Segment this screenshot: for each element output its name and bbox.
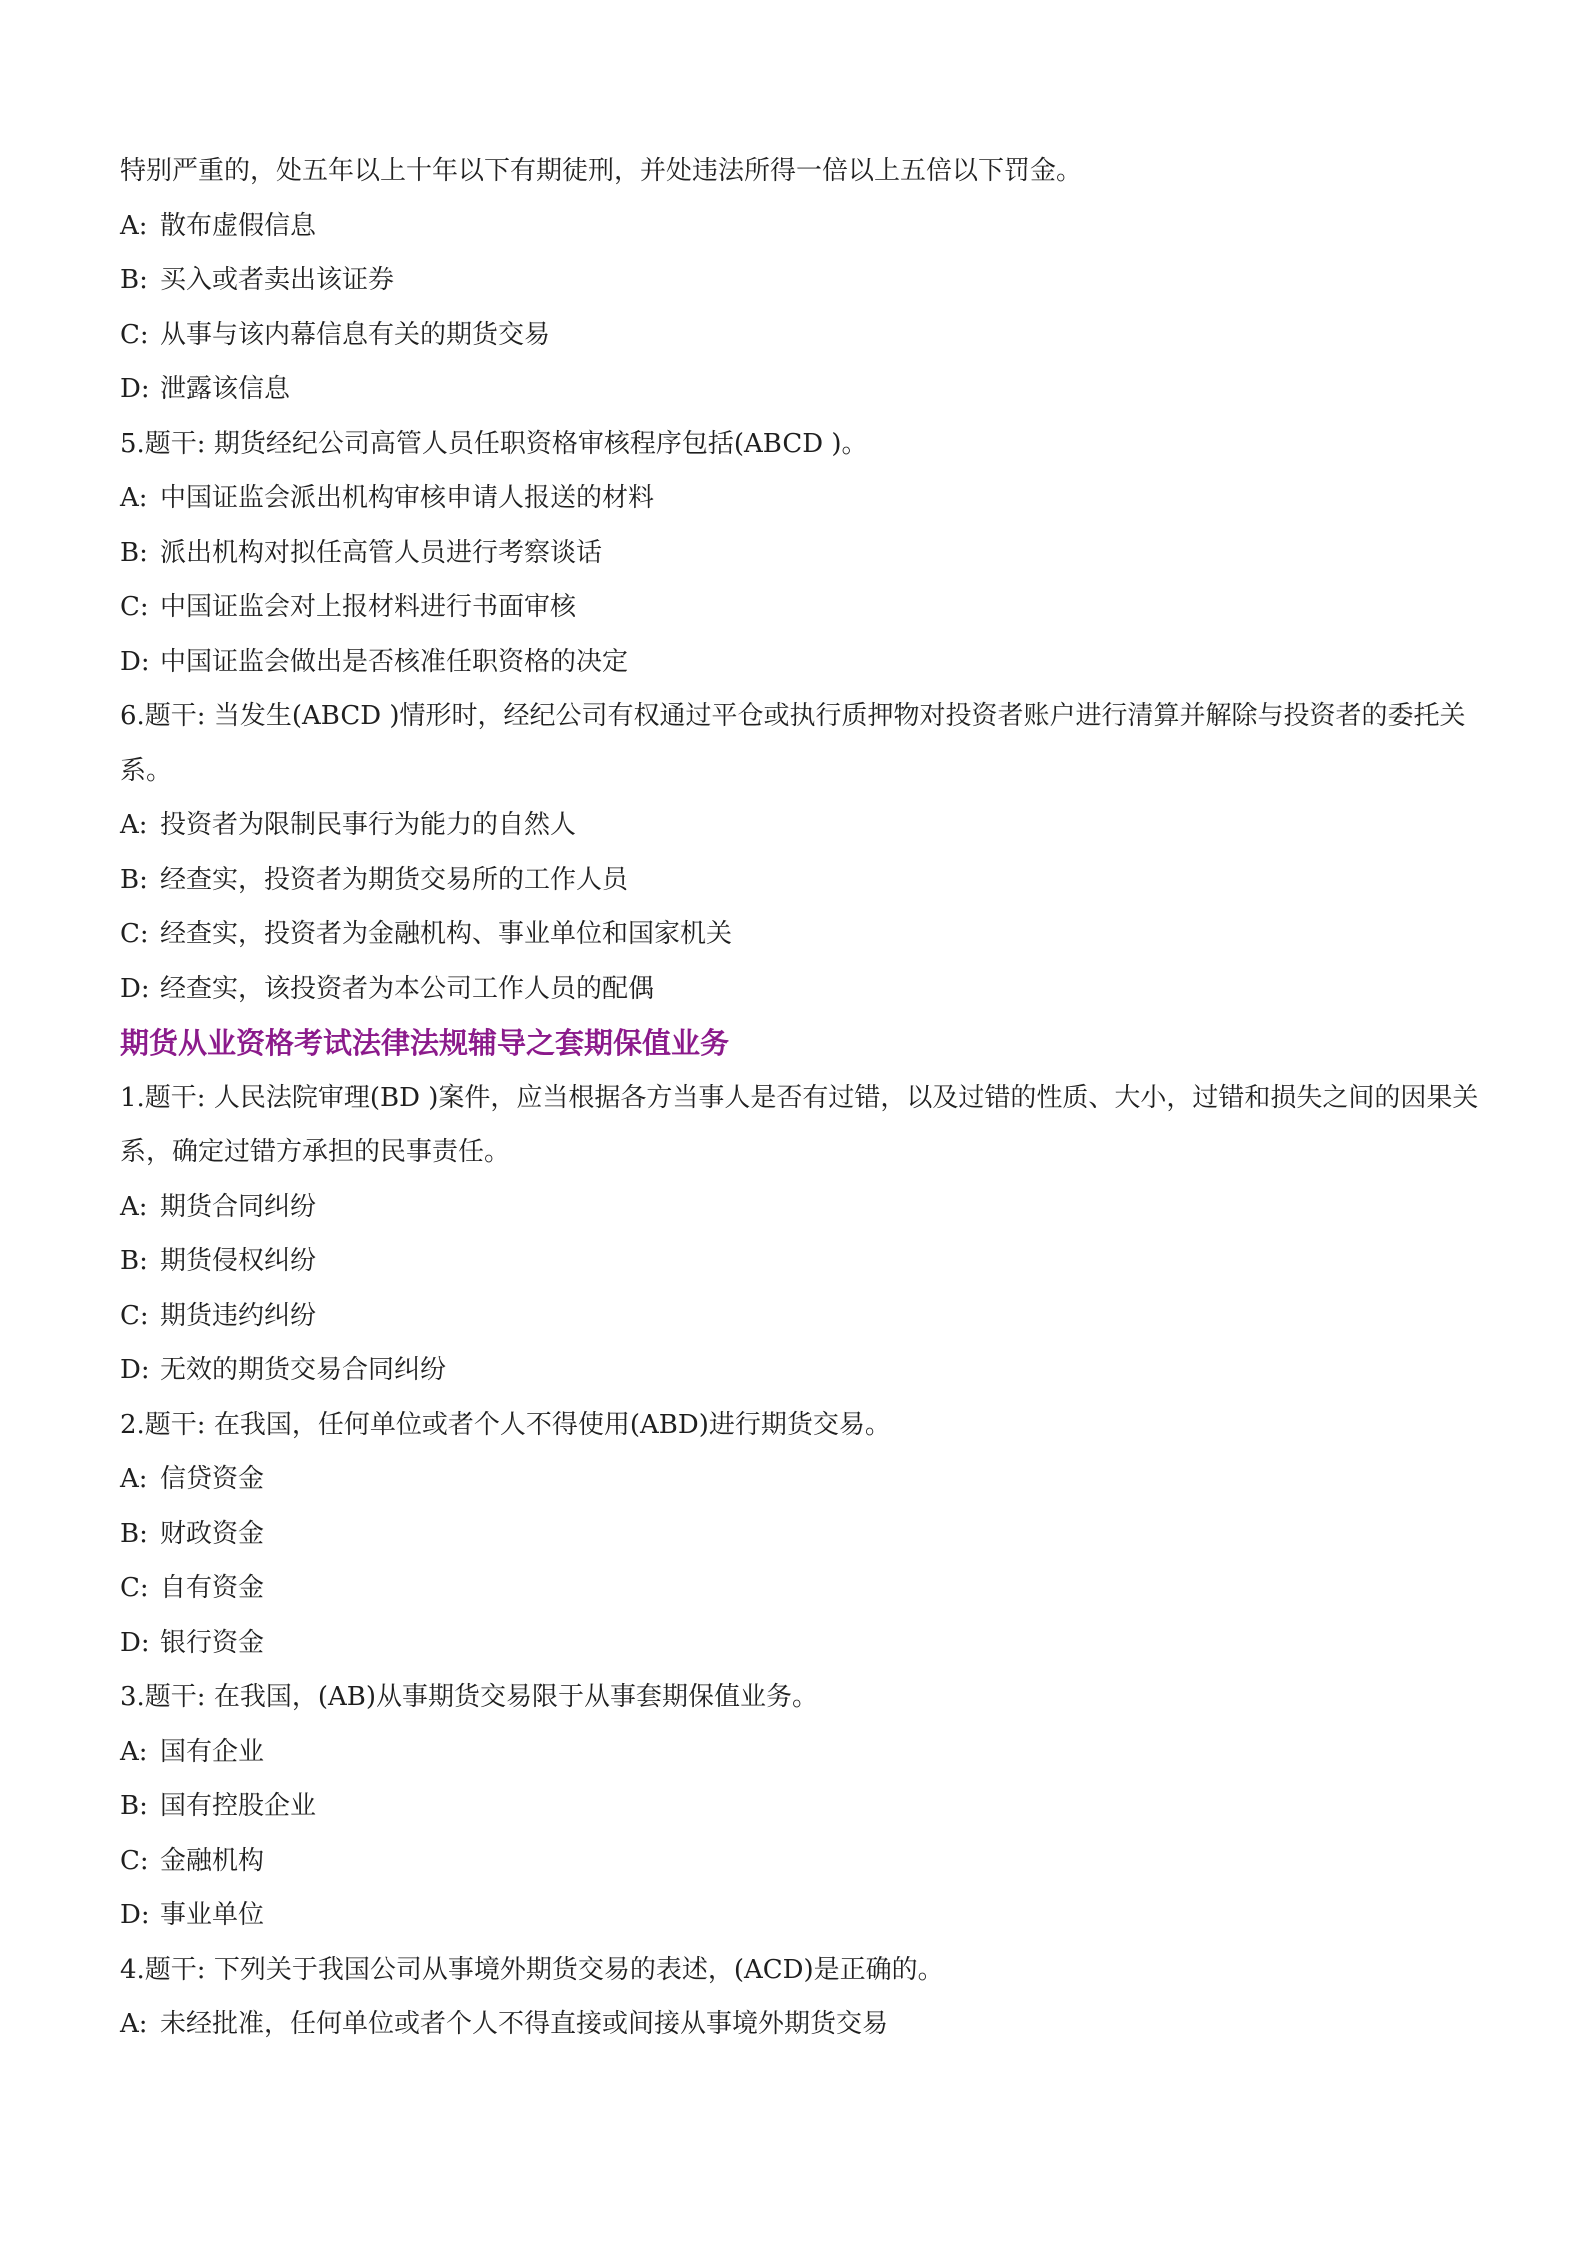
option-text: 派出机构对拟任高管人员进行考察谈话: [160, 537, 603, 568]
option-text: 散布虚假信息: [160, 210, 317, 241]
option-text: 中国证监会对上报材料进行书面审核: [160, 592, 577, 622]
option-b: [120, 1234, 1500, 1289]
option-text: 经查实，投资者为金融机构、事业单位和国家机关: [160, 919, 733, 949]
option-text: 期货侵权纠纷: [160, 1246, 317, 1276]
option-letter: D:: [120, 646, 150, 677]
option-text: 经查实，该投资者为本公司工作人员的配偶: [160, 973, 655, 1004]
option-text: 国有企业: [160, 1736, 265, 1767]
option-c: [120, 1289, 1500, 1344]
option-letter: A:: [120, 210, 148, 241]
option-c: [120, 1834, 1500, 1889]
paragraph-tail: 特别严重的，处五年以上十年以下有期徒刑，并处违法所得一倍以上五倍以下罚金。: [120, 156, 1083, 186]
option-a: [120, 1180, 1500, 1235]
question-stem: 2.题干: 在我国，任何单位或者个人不得使用(ABD)进行期货交易。: [120, 1409, 891, 1440]
question-6: [120, 689, 1500, 1016]
section-question-3: [120, 1670, 1500, 1943]
option-d: [120, 962, 1500, 1017]
option-text: 信贷资金: [160, 1464, 265, 1494]
option-text: 从事与该内幕信息有关的期货交易: [160, 319, 551, 350]
question-5: [120, 417, 1500, 690]
option-letter: D:: [120, 973, 150, 1004]
option-b: [120, 1779, 1500, 1834]
option-text: 国有控股企业: [160, 1791, 317, 1821]
option-text: 自有资金: [160, 1573, 265, 1603]
option-letter: D:: [120, 374, 150, 404]
option-b: [120, 853, 1500, 908]
option-c: [120, 907, 1500, 962]
option-text: 无效的期货交易合同纠纷: [160, 1355, 447, 1385]
option-text: 泄露该信息: [160, 374, 291, 404]
option-c: [120, 580, 1500, 635]
option-letter: B:: [120, 1246, 148, 1276]
section-question-4: [120, 1943, 1500, 2052]
option-text: 期货违约纠纷: [160, 1300, 317, 1331]
option-text: 银行资金: [160, 1627, 265, 1658]
section-title: 期货从业资格考试法律法规辅导之套期保值业务: [120, 1026, 730, 1060]
option-letter: C:: [120, 1300, 149, 1331]
option-text: 中国证监会派出机构审核申请人报送的材料: [160, 483, 655, 513]
option-c: [120, 1561, 1500, 1616]
option-letter: B:: [120, 265, 148, 295]
option-d: [120, 1343, 1500, 1398]
option-a: [120, 199, 1500, 254]
option-letter: C:: [120, 1573, 149, 1603]
option-letter: C:: [120, 1845, 149, 1876]
option-d: [120, 635, 1500, 690]
option-c: [120, 308, 1500, 363]
question-stem: 6.题干: 当发生(ABCD )情形时，经纪公司有权通过平仓或执行质押物对投资者账户进行清算并解除与投资者的委托关系。: [120, 701, 1466, 786]
option-letter: A:: [120, 810, 148, 840]
option-letter: B:: [120, 537, 148, 568]
option-a: [120, 1452, 1500, 1507]
option-text: 买入或者卖出该证券: [160, 265, 395, 295]
option-letter: C:: [120, 319, 149, 350]
option-d: [120, 1888, 1500, 1943]
option-letter: D:: [120, 1355, 150, 1385]
option-letter: A:: [120, 1736, 148, 1767]
option-text: 财政资金: [160, 1518, 265, 1549]
section-question-2: [120, 1398, 1500, 1671]
option-letter: A:: [120, 483, 148, 513]
option-letter: C:: [120, 919, 149, 949]
question-stem: 1.题干: 人民法院审理(BD )案件，应当根据各方当事人是否有过错，以及过错的性质、大小，过错和损失之间的因果关系，确定过错方承担的民事责任。: [120, 1082, 1479, 1167]
question-stem: 3.题干: 在我国，(AB)从事期货交易限于从事套期保值业务。: [120, 1682, 819, 1712]
option-letter: D:: [120, 1900, 150, 1930]
option-d: [120, 362, 1500, 417]
section-question-1: [120, 1071, 1500, 1398]
option-text: 投资者为限制民事行为能力的自然人: [160, 810, 577, 840]
option-a: [120, 1997, 1500, 2052]
question-stem: 5.题干: 期货经纪公司高管人员任职资格审核程序包括(ABCD )。: [120, 428, 868, 459]
option-text: 事业单位: [160, 1900, 265, 1930]
option-letter: A:: [120, 1191, 148, 1222]
option-letter: D:: [120, 1627, 150, 1658]
option-list: [120, 199, 1500, 417]
option-a: [120, 1725, 1500, 1780]
option-a: [120, 471, 1500, 526]
option-letter: B:: [120, 1518, 148, 1549]
option-b: [120, 253, 1500, 308]
option-letter: B:: [120, 864, 148, 895]
option-b: [120, 1507, 1500, 1562]
option-b: [120, 526, 1500, 581]
option-text: 经查实，投资者为期货交易所的工作人员: [160, 864, 629, 895]
option-text: 未经批准，任何单位或者个人不得直接或间接从事境外期货交易: [160, 2009, 889, 2039]
option-text: 中国证监会做出是否核准任职资格的决定: [160, 646, 629, 677]
option-letter: A:: [120, 2009, 148, 2039]
option-d: [120, 1616, 1500, 1671]
option-letter: B:: [120, 1791, 148, 1821]
document-page: [120, 144, 1500, 2052]
question-stem: 4.题干: 下列关于我国公司从事境外期货交易的表述，(ACD)是正确的。: [120, 1954, 944, 1985]
option-letter: C:: [120, 592, 149, 622]
option-a: [120, 798, 1500, 853]
option-text: 期货合同纠纷: [160, 1191, 317, 1222]
option-text: 金融机构: [160, 1845, 265, 1876]
option-letter: A:: [120, 1464, 148, 1494]
